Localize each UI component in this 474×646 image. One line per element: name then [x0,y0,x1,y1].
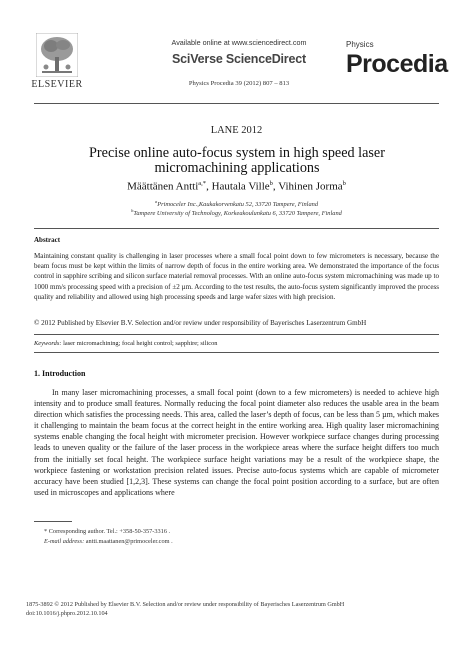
affiliation-marker: a [154,199,158,204]
sciverse-title: SciVerse ScienceDirect [172,52,306,66]
affiliation [34,199,439,208]
elsevier-tree-icon [36,33,78,77]
footnote-divider [34,521,72,522]
author-affil-marker: b [342,180,346,187]
keywords-label: Keywords: [34,340,62,347]
abstract-heading: Abstract [34,236,61,244]
procedia-name: Procedia [346,50,448,78]
section-heading: 1. Introduction [34,369,86,378]
author-list: Määttänen Antti$^{a,*}$, Hautala Ville$^b$, Vihinen Jorma$^b$ [127,180,346,193]
affiliation-marker: b [131,208,134,213]
affiliation-text: Tampere University of Technology, Korkeakoulunkatu 6, 33720 Tampere, Finland [133,210,342,218]
title-line: Precise online auto-focus system in high speed laser [89,145,385,161]
copyright-notice: © 2012 Published by Elsevier B.V. Selection and/or review under responsibility of Bayerisches Laserzentrum GmbH [34,319,367,327]
keywords [34,340,439,347]
available-online [120,38,358,47]
author-name: Hautala Ville [211,180,270,193]
procedia-logo [346,40,446,92]
keywords-top-rule [34,334,439,335]
header-divider [34,103,439,104]
available-label: Available online at [171,38,230,47]
database-banner [120,38,358,87]
affiliation [34,208,439,217]
title-line: micromachining applications [154,160,320,176]
elsevier-logo [26,33,86,91]
keywords-list: laser micromachining; focal height control; sapphire; silicon [63,340,218,347]
journal-header [0,0,474,100]
author-name: Määttänen Antti [127,180,199,193]
issn-line: 1875-3892 © 2012 Published by Elsevier B.V. Selection and/or review under responsibility of Bayerisches Laserzentrum GmbH [26,601,345,608]
paper-title [50,146,424,176]
conference-name: LANE 2012 [210,125,263,136]
email-label: E-mail address: [44,538,85,545]
introduction-text: In many laser micromachining processes, a small focal point (down to a few micrometers) is needed to achieve high intensity and to produce small features. Normally reducing the focal point diameter also reduces the usable area in the beam direction which satisfies the processing needs. This area, called the laser’s depth of focus, can be less than 5 µm, which makes it challenging to maintain the beam focus at the correct height in the entire working area. High quality laser micromachining systems enable changing the focal height with micrometer precision. However workpiece surface changes during processing leads to uneven quality or the failure of the laser process in the workpiece areas where the surface height differs too much from the initially set focal height. The workpiece surface height variations may be a result of the workpiece shape, the workpiece fastening or workstation precision related issues. Precise auto-focus systems which are capable of micrometer accuracy have been studied [1,2,3]. These systems can change the focal point position according to a surface, but are often used in microscopes and applications where [34,388,439,497]
abstract-top-rule [34,228,439,229]
abstract-text: Maintaining constant quality is challenging in laser processes where a small focal point down to few micrometers is necessary, because the beam focus must be kept within the limits of narrow depth of focus in the entire working area. We demonstrated the importance of the focus control in sapphire scribing and silicon surface material removal processes. With an online auto-focus system micromachining was made up to 1000 mm/s processing speed with a precision of ±2 µm. According to the test results, the auto-focus system significantly improved the process quality and reliability and allowed using high processing speeds and large wafer sizes with high precision. [34,252,439,301]
author-name: Vihinen Jorma [278,180,343,193]
footnote-email [44,538,173,545]
footnote-author: * Corresponding author. Tel.: +358-50-357-3316 . [44,528,171,535]
author-affil-marker: a,* [198,180,207,187]
author-affil-marker: b [269,180,273,187]
procedia-subject: Physics [346,40,374,49]
sciencedirect-link[interactable]: www.sciencedirect.com [231,38,307,47]
affiliation-text: Primoceler Inc.,Kaukakorvenkatu 52, 33720 Tampere, Finland [157,201,319,209]
journal-reference: Physics Procedia 39 (2012) 807 – 813 [188,80,290,87]
doi-line[interactable]: doi:10.1016/j.phpro.2012.10.104 [26,610,108,617]
publisher-name: ELSEVIER [31,79,83,90]
keywords-bottom-rule [34,352,439,353]
email-address[interactable]: antti.maattanen@primoceler.com . [85,538,173,545]
